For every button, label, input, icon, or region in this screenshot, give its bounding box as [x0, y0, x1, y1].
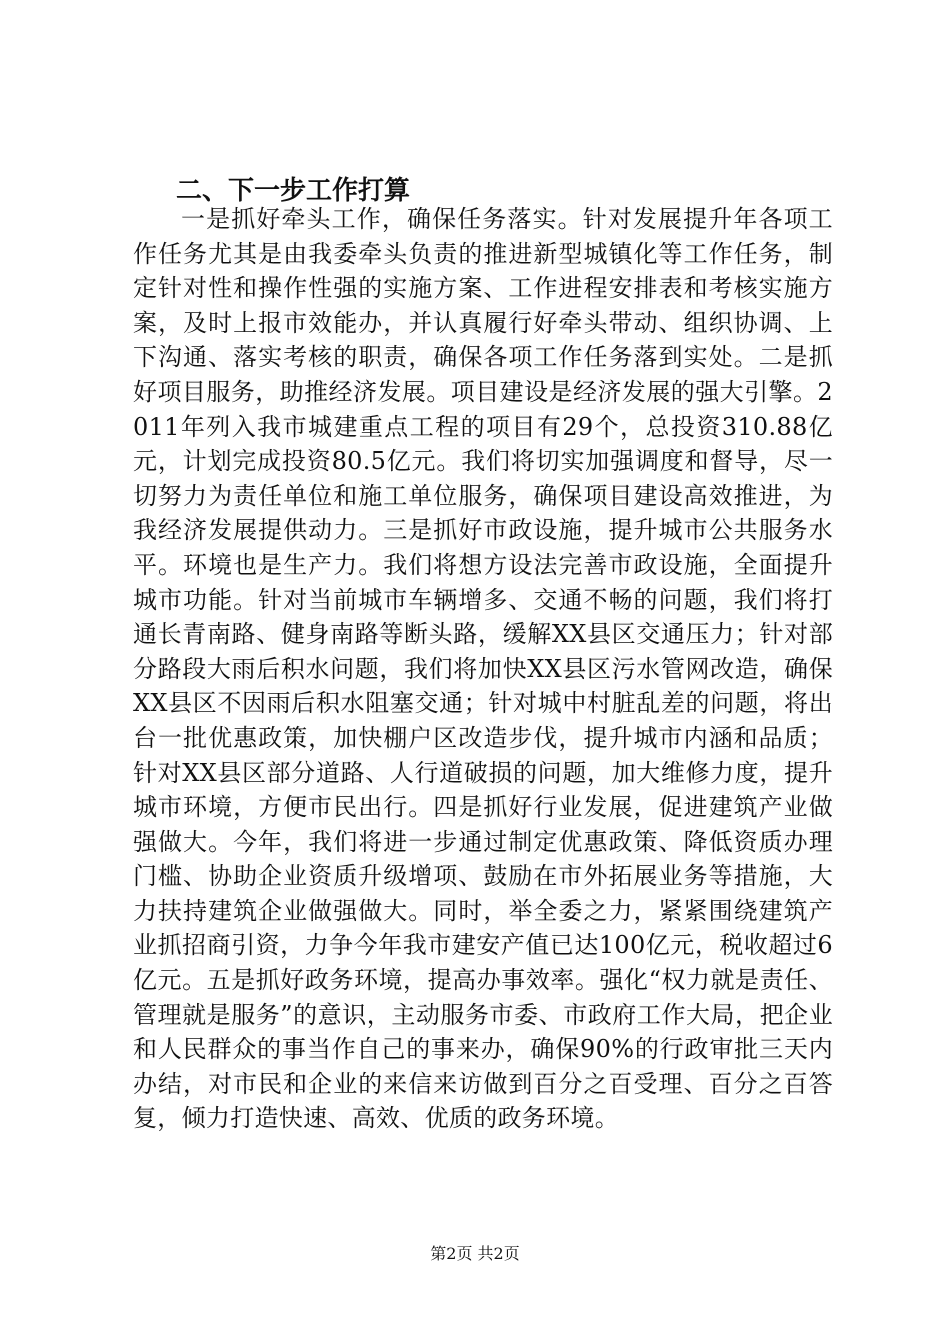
section-heading: 二、下一步工作打算 — [176, 176, 411, 206]
page-footer: 第2页 共2页 — [430, 1244, 520, 1263]
body-paragraph: 一是抓好牵头工作，确保任务落实。针对发展提升年各项工作任务尤其是由我委牵头负责的推进新型城镇化等工作任务，制定针对性和操作性强的实施方案、工作进程安排表和考核实施方案，及时上报市效能办，并认真履行好牵头带动、组织协调、上下沟通、落实考核的职责，确保各项工作任务落到实处。二是抓好项目服务，助推经济发展。项目建设是经济发展的强大引擎。2011年列入我市城建重点工程的项目有29个，总投资310.88亿元，计划完成投资80.5亿元。我们将切实加强调度和督导，尽一切努力为责任单位和施工单位服务，确保项目建设高效推进，为我经济发展提供动力。三是抓好市政设施，提升城市公共服务水平。环境也是生产力。我们将想方设法完善市政设施，全面提升城市功能。针对当前城市车辆增多、交通不畅的问题，我们将打通长青南路、健身南路等断头路，缓解XX县区交通压力；针对部分路段大雨后积水问题，我们将加快XX县区污水管网改造，确保XX县区不因雨后积水阻塞交通；针对城中村脏乱差的问题，将出台一批优惠政策，加快棚户区改造步伐，提升城市内涵和品质；针对XX县区部分道路、人行道破损的问题，加大维修力度，提升城市环境，方便市民出行。四是抓好行业发展，促进建筑产业做强做大。今年，我们将进一步通过制定优惠政策、降低资质办理门槛、协助企业资质升级增项、鼓励在市外拓展业务等措施，大力扶持建筑企业做强做大。同时，举全委之力，紧紧围绕建筑产业抓招商引资，力争今年我市建安产值已达100亿元，税收超过6亿元。五是抓好政务环境，提高办事效率。强化“权力就是责任、管理就是服务”的意识，主动服务市委、市政府工作大局，把企业和人民群众的事当作自己的事来办，确保90%的行政审批三天内办结，对市民和企业的来信来访做到百分之百受理、百分之百答复，倾力打造快速、高效、优质的政务环境。 — [133, 205, 833, 1133]
